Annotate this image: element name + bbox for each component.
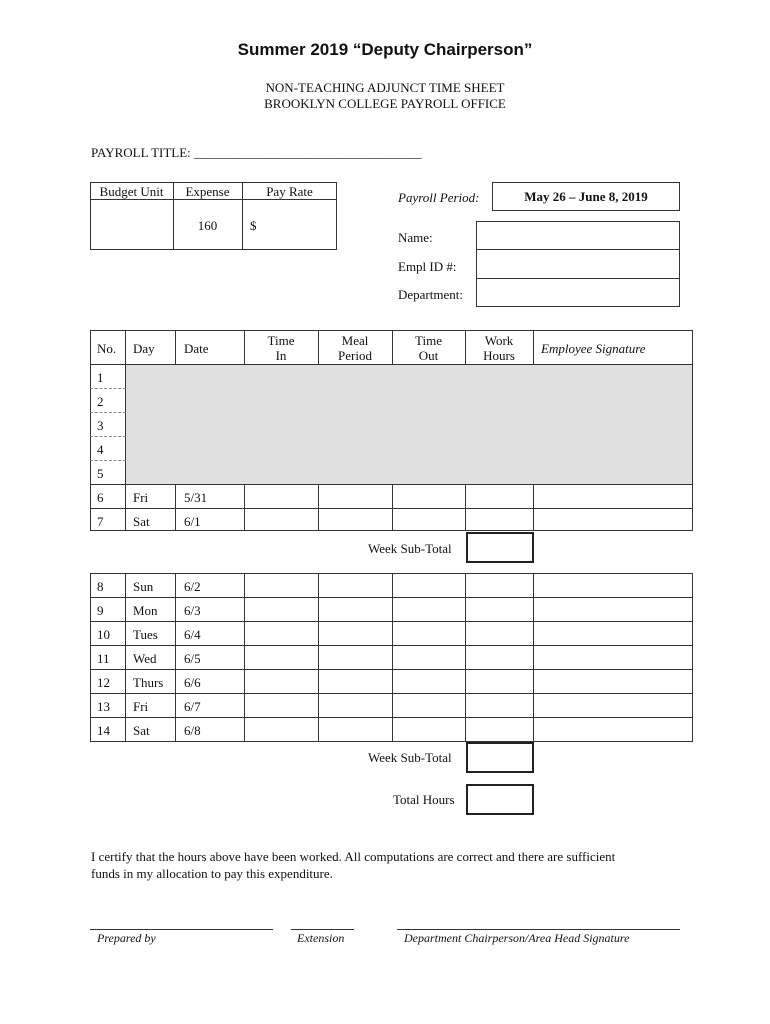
expense-header: Expense [185,184,230,199]
table-row-day: Tues [133,627,158,642]
table-row-day: Sat [133,723,150,738]
table-row-no: 4 [97,442,104,457]
table-row-no: 2 [97,394,104,409]
week2-subtotal-label: Week Sub-Total [368,750,452,765]
table-row-day: Thurs [133,675,164,690]
budget-unit-header: Budget Unit [99,184,164,199]
table-row-no: 6 [97,490,104,505]
employee-info-box [476,221,680,307]
name-field[interactable] [476,249,680,250]
pay-rate-value[interactable]: $ [250,218,257,233]
empl-id-field[interactable] [476,278,680,279]
col-time-in-header: Time In [267,333,295,363]
table-row-date: 6/1 [184,514,201,529]
table-row-no: 8 [97,579,104,594]
col-day-header: Day [133,341,155,356]
table-row-day: Wed [133,651,157,666]
table-row-date: 6/6 [184,675,201,690]
total-hours-label: Total Hours [393,792,455,807]
table-row-day: Fri [133,699,149,714]
expense-value: 160 [197,218,218,233]
table-row-day: Sun [133,579,154,594]
week1-subtotal-label: Week Sub-Total [368,541,452,556]
subtitle-office: BROOKLYN COLLEGE PAYROLL OFFICE [264,96,506,111]
table-row-date: 6/4 [184,627,201,642]
pay-rate-header: Pay Rate [266,184,313,199]
table-row-day: Mon [133,603,158,618]
week1-subtotal-box[interactable] [466,532,534,563]
payroll-period-label: Payroll Period: [398,190,480,205]
col-work-hours-header: Work Hours [483,333,515,363]
table-row-no: 12 [97,675,110,690]
chair-signature-label: Department Chairperson/Area Head Signature [404,931,630,945]
payroll-period-value: May 26 – June 8, 2019 [524,189,648,204]
table-row-no: 7 [97,514,104,529]
table-row-day: Fri [133,490,149,505]
empl-id-label: Empl ID #: [398,259,457,274]
week2-subtotal-box[interactable] [466,742,534,773]
payroll-title-field[interactable]: PAYROLL TITLE: ___________________________________ [91,145,422,160]
chair-signature-line[interactable] [397,929,680,930]
table-row-date: 6/2 [184,579,201,594]
table-row-date: 6/3 [184,603,201,618]
col-signature-header: Employee Signature [541,341,646,356]
table-row-no: 13 [97,699,110,714]
table-row-date: 5/31 [184,490,208,505]
certify-line-1: I certify that the hours above have been worked. All computations are correct and there are sufficient [91,849,616,864]
table-row-date: 6/7 [184,699,201,714]
table-row-date: 6/5 [184,651,201,666]
subtitle-timesheet: NON-TEACHING ADJUNCT TIME SHEET [265,80,505,95]
table-row-no: 9 [97,603,104,618]
table-row-no: 11 [97,651,110,666]
prepared-by-label: Prepared by [97,931,156,945]
col-date-header: Date [184,341,209,356]
table-row-no: 1 [97,370,104,385]
table-row-no: 10 [97,627,110,642]
table-row-day: Sat [133,514,150,529]
shaded-area [126,365,692,484]
col-time-out-header: Time Out [415,333,442,363]
col-meal-header: Meal Period [338,333,372,363]
certify-line-2: funds in my allocation to pay this expenditure. [91,866,333,881]
table-row-no: 3 [97,418,104,433]
extension-line[interactable] [291,929,354,930]
table-row-date: 6/8 [184,723,201,738]
table-row-no: 14 [97,723,110,738]
col-no-header: No. [97,341,117,356]
table-row-no: 5 [97,466,104,481]
extension-label: Extension [297,931,345,945]
name-label: Name: [398,230,433,245]
prepared-by-line[interactable] [90,929,273,930]
page-title: Summer 2019 “Deputy Chairperson” [237,40,533,59]
total-hours-box[interactable] [466,784,534,815]
department-label: Department: [398,287,463,302]
